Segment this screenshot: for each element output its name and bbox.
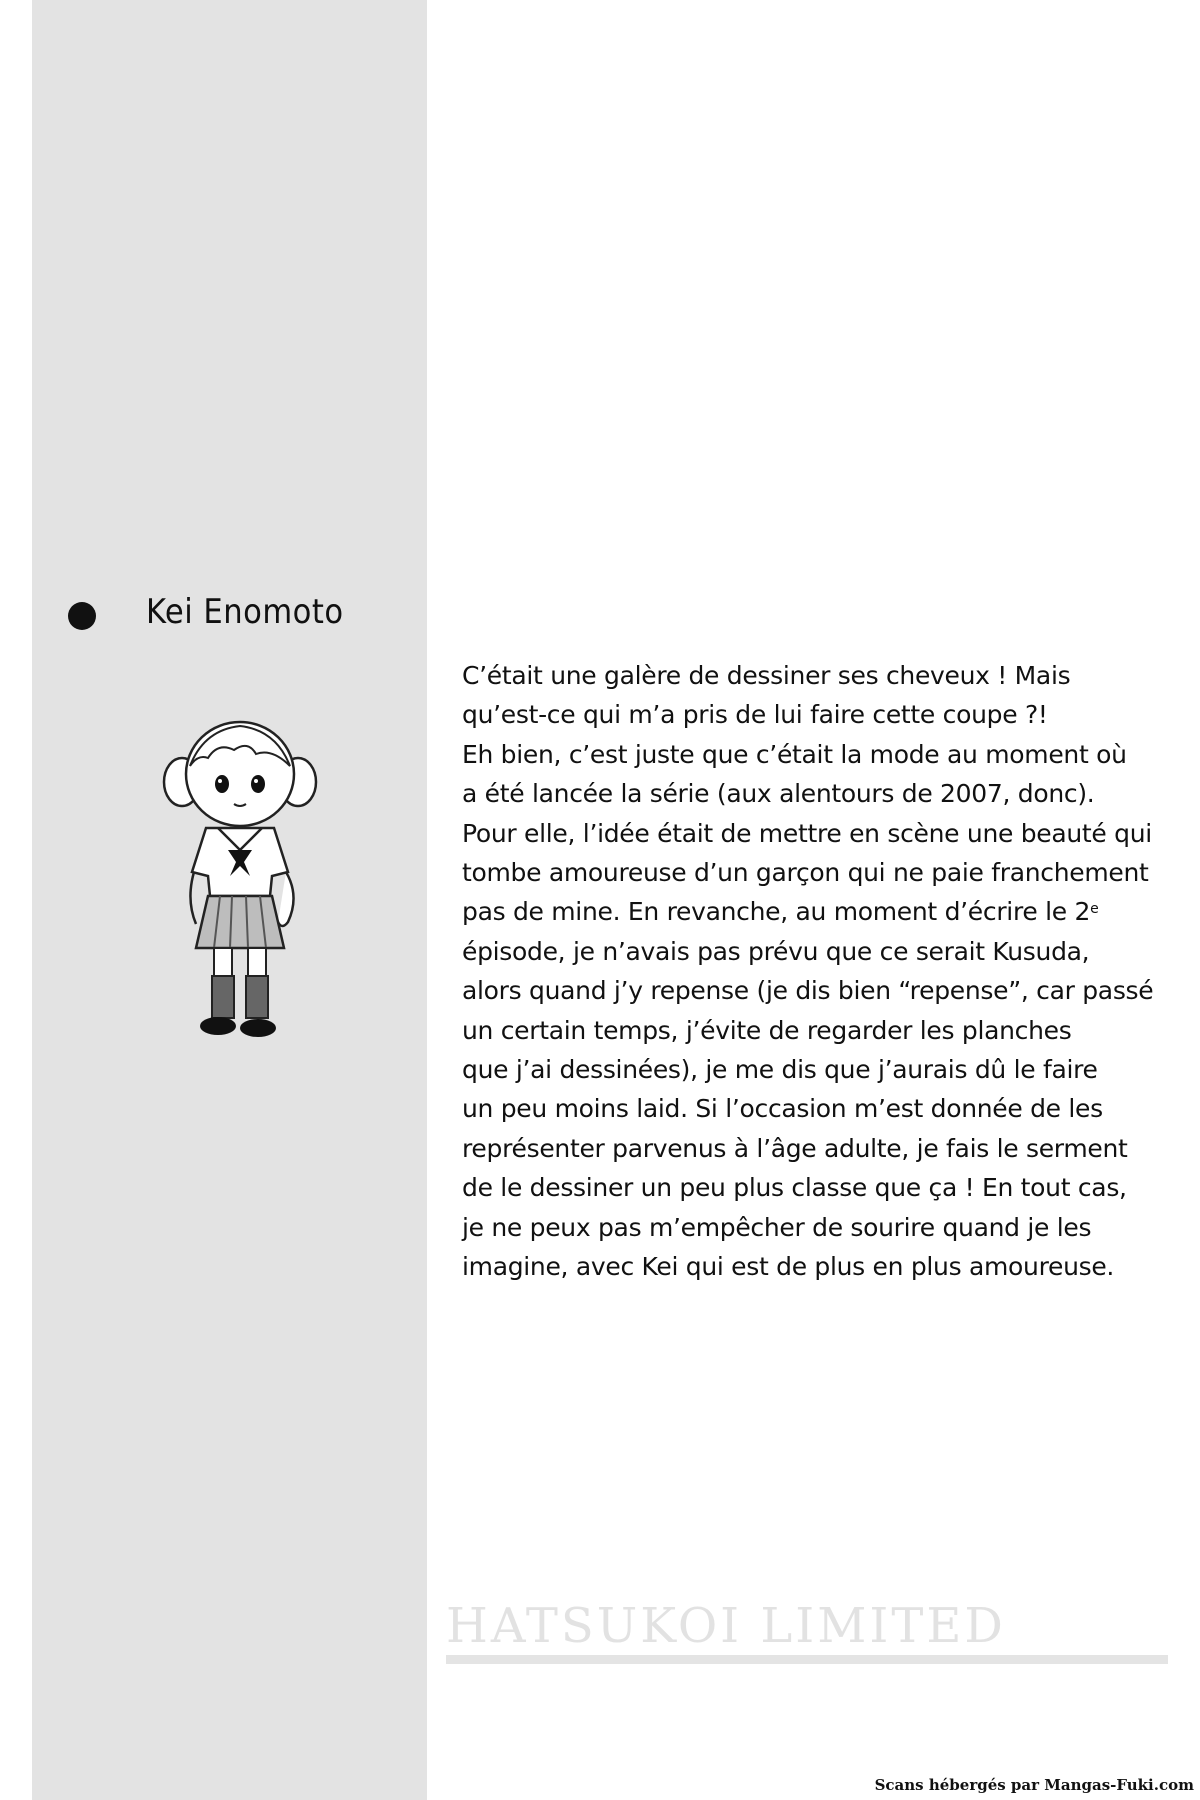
text-line-with-superscript bbox=[462, 892, 1122, 931]
chibi-schoolgirl-icon bbox=[160, 700, 320, 1050]
text-line: C’était une galère de dessiner ses cheveux ! Mais bbox=[462, 661, 1071, 690]
text-line: épisode, je n’avais pas prévu que ce serait Kusuda, bbox=[462, 936, 1090, 966]
text-line: alors quand j’y repense (je dis bien “repense”, car passé bbox=[462, 976, 1154, 1006]
character-name: Kei Enomoto bbox=[146, 592, 344, 632]
text-line: Pour elle, l’idée était de mettre en scène une beauté qui bbox=[462, 818, 1152, 848]
text-line: un peu moins laid. Si l’occasion m’est donnée de les bbox=[462, 1094, 1103, 1124]
text-line: pas de mine. En revanche, au moment d’écrire le 2 bbox=[462, 897, 1091, 927]
bullet-icon bbox=[68, 602, 96, 630]
superscript: e bbox=[1090, 901, 1099, 918]
text-line: je ne peux pas m’empêcher de sourire quand je les bbox=[462, 1212, 1092, 1242]
text-line: que j’ai dessinées), je me dis que j’aurais dû le faire bbox=[462, 1055, 1098, 1085]
text-line: qu’est-ce qui m’a pris de lui faire cette coupe ?! bbox=[462, 700, 1048, 730]
text-line: de le dessiner un peu plus classe que ça ! En tout cas, bbox=[462, 1173, 1127, 1203]
text-line: un certain temps, j’évite de regarder les planches bbox=[462, 1015, 1072, 1045]
commentary-text bbox=[462, 656, 1154, 1287]
text-line: tombe amoureuse d’un garçon qui ne paie franchement bbox=[462, 858, 1149, 888]
text-line: représenter parvenus à l’âge adulte, je fais le serment bbox=[462, 1133, 1128, 1163]
series-title: HATSUKOI LIMITED bbox=[446, 1598, 1006, 1654]
scan-credit: Scans hébergés par Mangas-Fuki.com bbox=[874, 1776, 1194, 1794]
text-line: Eh bien, c’est juste que c’était la mode au moment où bbox=[462, 739, 1127, 769]
text-line: imagine, avec Kei qui est de plus en plus amoureuse. bbox=[462, 1252, 1115, 1282]
series-rule bbox=[446, 1655, 1168, 1664]
text-line: a été lancée la série (aux alentours de 2007, donc). bbox=[462, 779, 1095, 809]
